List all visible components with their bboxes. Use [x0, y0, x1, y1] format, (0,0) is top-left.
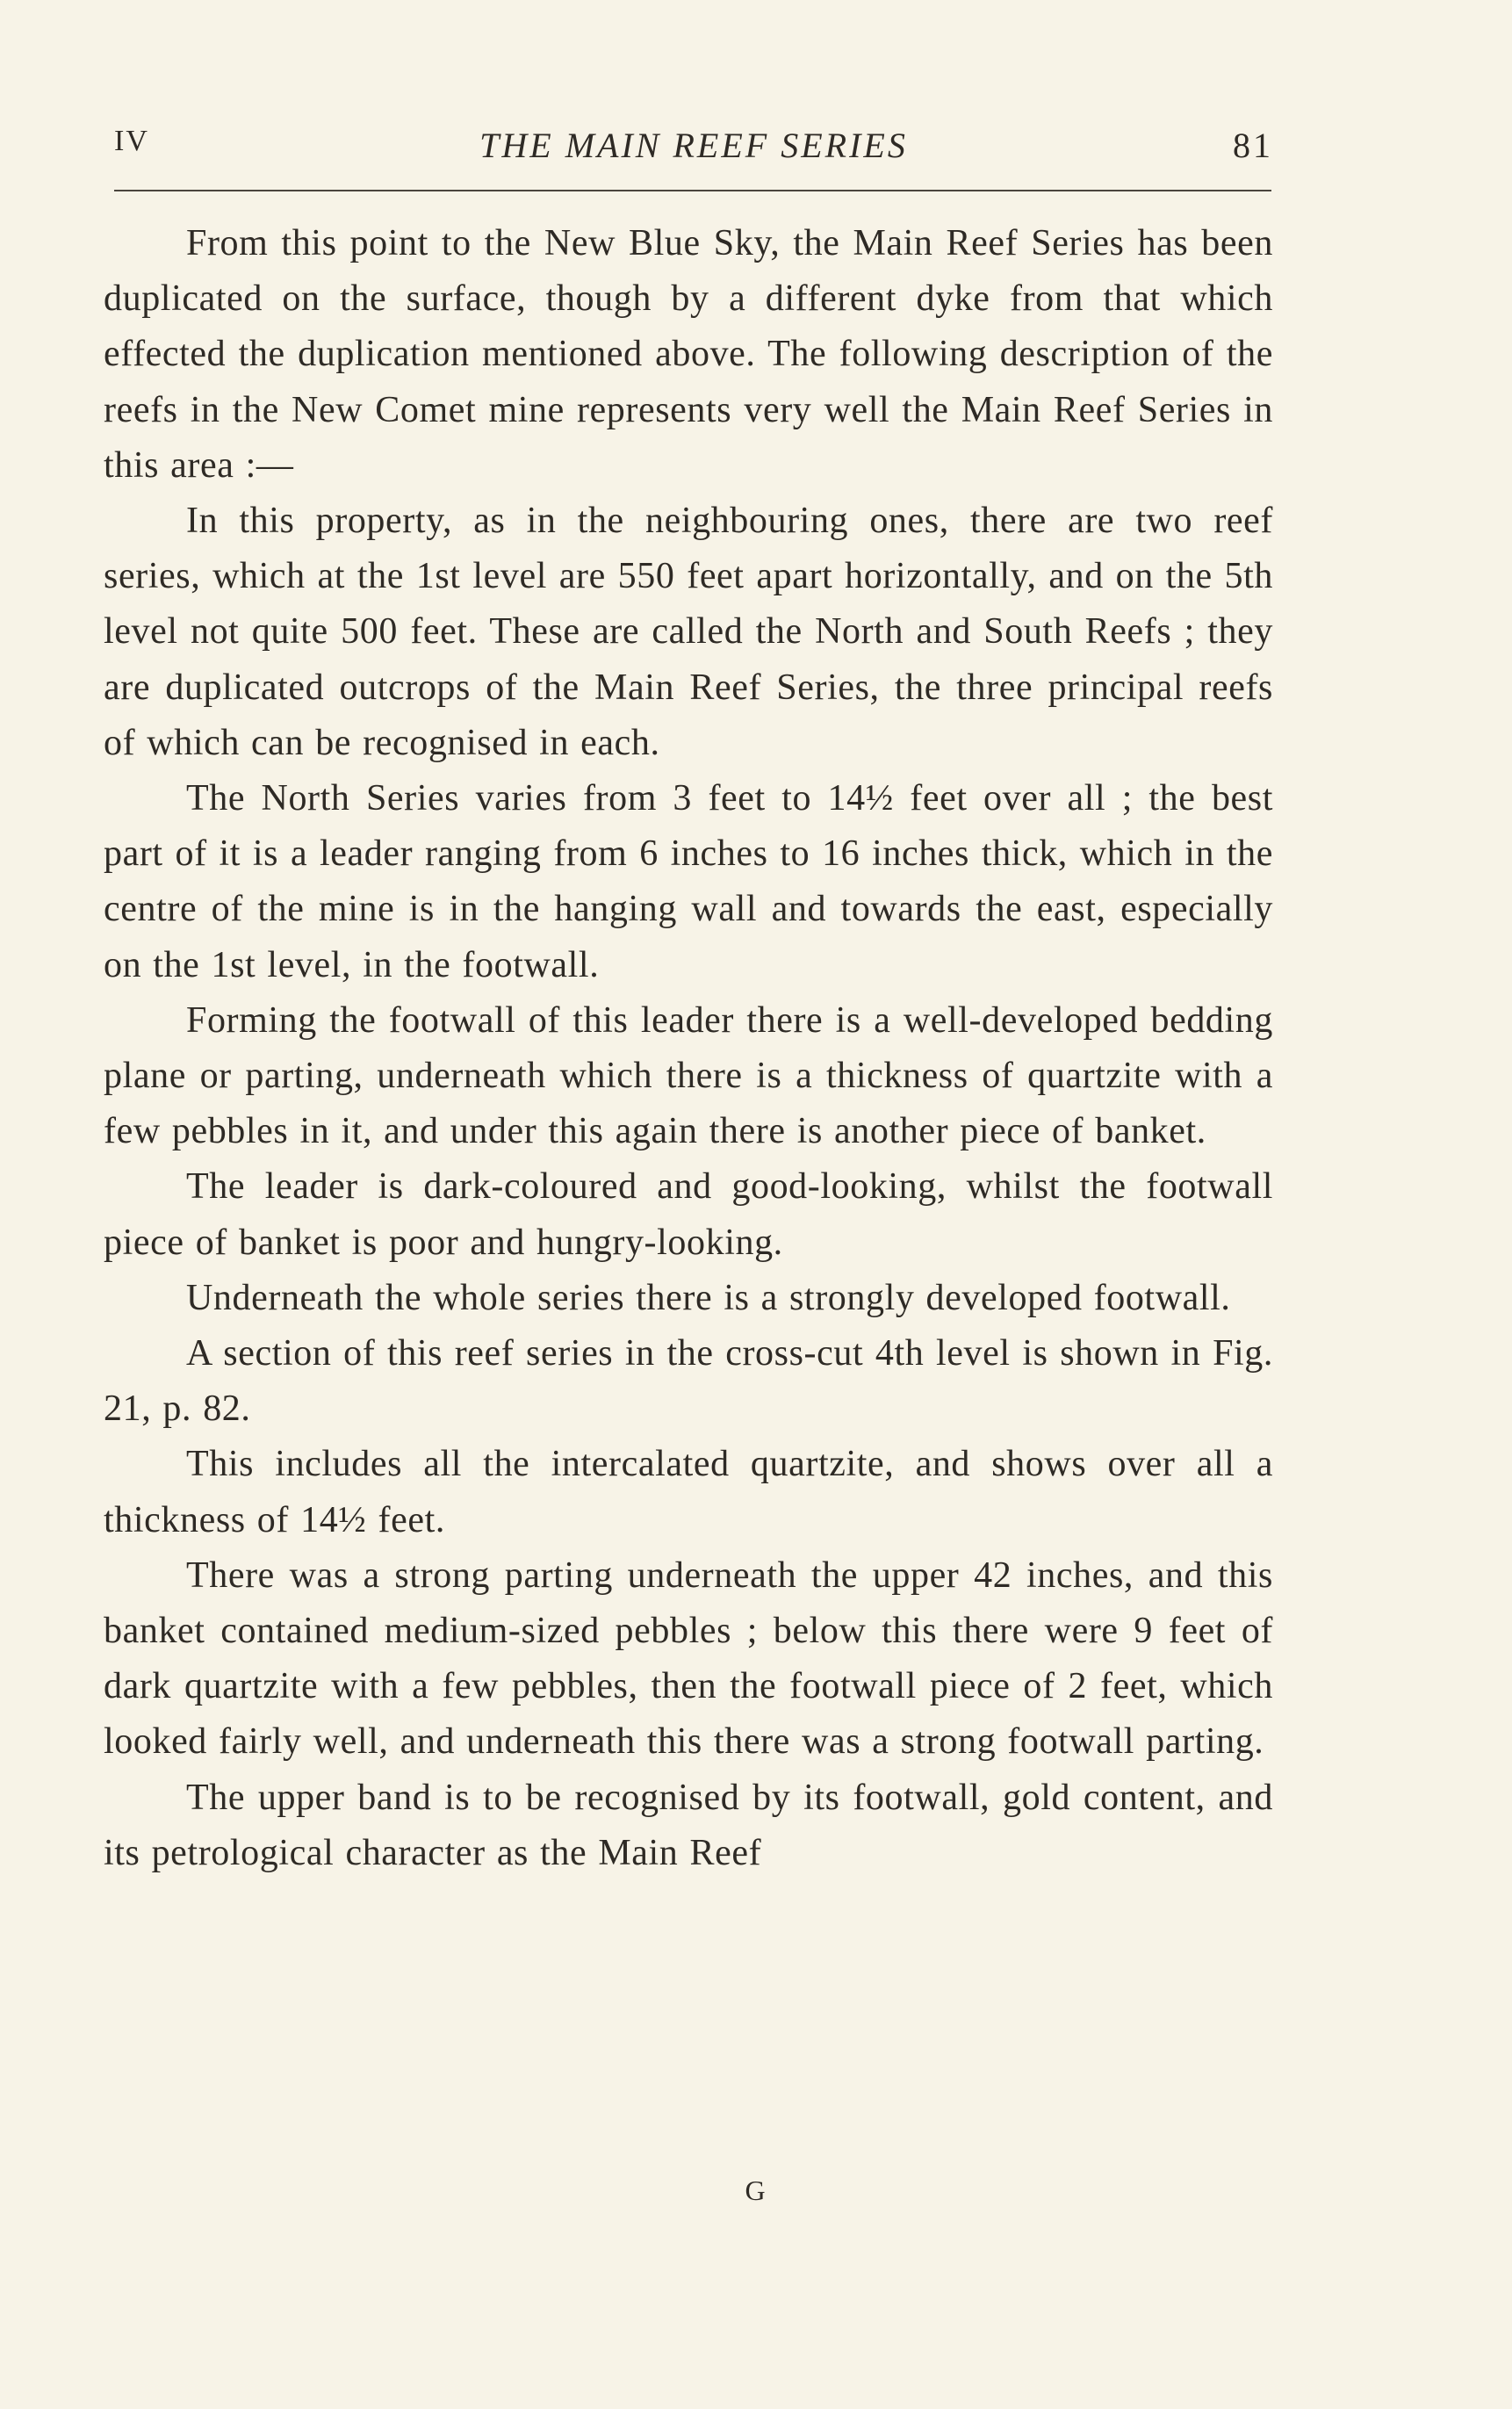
paragraph: A section of this reef series in the cross-cut 4th level is shown in Fig. 21, p. 82. [104, 1333, 1273, 1430]
paragraph: There was a strong parting underneath the upper 42 inches, and this banket contained medium-sized pebbles ; below this there were 9 feet of dark quartzite with a few pebbles, then the footwall piece of 2 feet, which looked fairly well, and underneath this there was a strong footwall parting. [104, 1554, 1273, 1763]
paragraph: The North Series varies from 3 feet to 14½ feet over all ; the best part of it is a leader ranging from 6 inches to 16 inches thick, which in the centre of the mine is in the hanging wall and towards the east, especially on the 1st level, in the footwall. [104, 778, 1273, 985]
running-title: THE MAIN REEF SERIES [479, 126, 908, 165]
paragraph: From this point to the New Blue Sky, the Main Reef Series has been duplicated on the surface, though by a different dyke from that which effected the duplication mentioned above. The following description of the reefs in the New Comet mine represents very well the Main Reef Series in this area :— [104, 223, 1273, 486]
signature-mark: G [745, 2175, 767, 2206]
body-text [104, 216, 1273, 1881]
paragraph: In this property, as in the neighbouring ones, there are two reef series, which at the 1st level are 550 feet apart horizontally, and on the 5th level not quite 500 feet. These are called the North and South Reefs ; they are duplicated outcrops of the Main Reef Series, the three principal reefs of which can be recognised in each. [104, 501, 1273, 763]
header-rule [114, 190, 1271, 191]
paragraph: Forming the footwall of this leader there is a well-developed bedding plane or parting, underneath which there is a thickness of quartzite with a few pebbles in it, and under this again there is another piece of banket. [104, 999, 1273, 1152]
chapter-number: IV [114, 125, 149, 157]
paragraph: Underneath the whole series there is a strongly developed footwall. [186, 1277, 1231, 1318]
paragraph: The upper band is to be recognised by its footwall, gold content, and its petrological character as the Main Reef [104, 1777, 1273, 1873]
paragraph: This includes all the intercalated quartzite, and shows over all a thickness of 14½ feet. [104, 1444, 1273, 1540]
paragraph: The leader is dark-coloured and good-looking, whilst the footwall piece of banket is poor and hungry-looking. [104, 1166, 1273, 1263]
running-head [114, 125, 1273, 174]
page-number: 81 [1233, 126, 1273, 165]
